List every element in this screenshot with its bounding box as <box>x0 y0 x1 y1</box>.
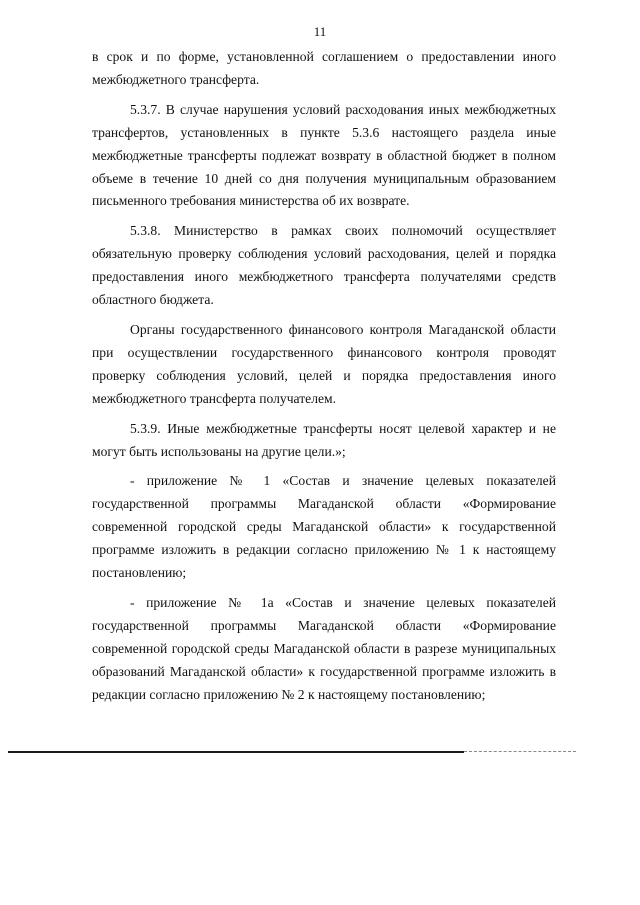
paragraph-5-3-8: 5.3.8. Министерство в рамках своих полномочий осуществляет обязательную проверку соблюдения условий расходования, целей и порядка предоставления иного межбюджетного трансферта получателями средств областного бюджета. <box>92 223 556 308</box>
paragraph-continuation: в срок и по форме, установленной соглашением о предоставлении иного межбюджетного трансферта. <box>92 49 556 87</box>
paragraph-5-3-9: 5.3.9. Иные межбюджетные трансферты носят целевой характер и не могут быть использованы на другие цели.»; <box>92 420 556 459</box>
page-number: 11 <box>313 24 327 39</box>
paragraph-financial-control: Органы государственного финансового контроля Магаданской области при осуществлении государственного финансового контроля проводят проверку соблюдения условий, целей и порядка предоставления иного межбюджетного трансферта получателем. <box>92 321 556 406</box>
document-body <box>92 46 556 706</box>
paragraph-appendix-1: - приложение № 1 «Состав и значение целевых показателей государственной программы Магаданской области «Формирование современной городской среды Магаданской области» к государственной программе изложить в редакции согласно приложению № 1 к настоящему постановлению; <box>92 473 556 581</box>
paragraph-5-3-7: 5.3.7. В случае нарушения условий расходования иных межбюджетных трансфертов, установленных в пункте 5.3.6 настоящего раздела иные межбюджетные трансферты подлежат возврату в областной бюджет в полном объеме в течение 10 дней со дня получения муниципальным образованием письменного требования министерства об их возврате. <box>92 101 556 209</box>
footer-rule-faint <box>464 751 576 752</box>
footer-rule <box>8 751 464 753</box>
paragraph-appendix-1a: - приложение № 1а «Состав и значение целевых показателей государственной программы Магаданской области «Формирование современной городской среды Магаданской области в разрезе муниципальных образований Магаданской области» к государственной программе изложить в редакции согласно приложению № 2 к настоящему постановлению; <box>92 594 556 702</box>
